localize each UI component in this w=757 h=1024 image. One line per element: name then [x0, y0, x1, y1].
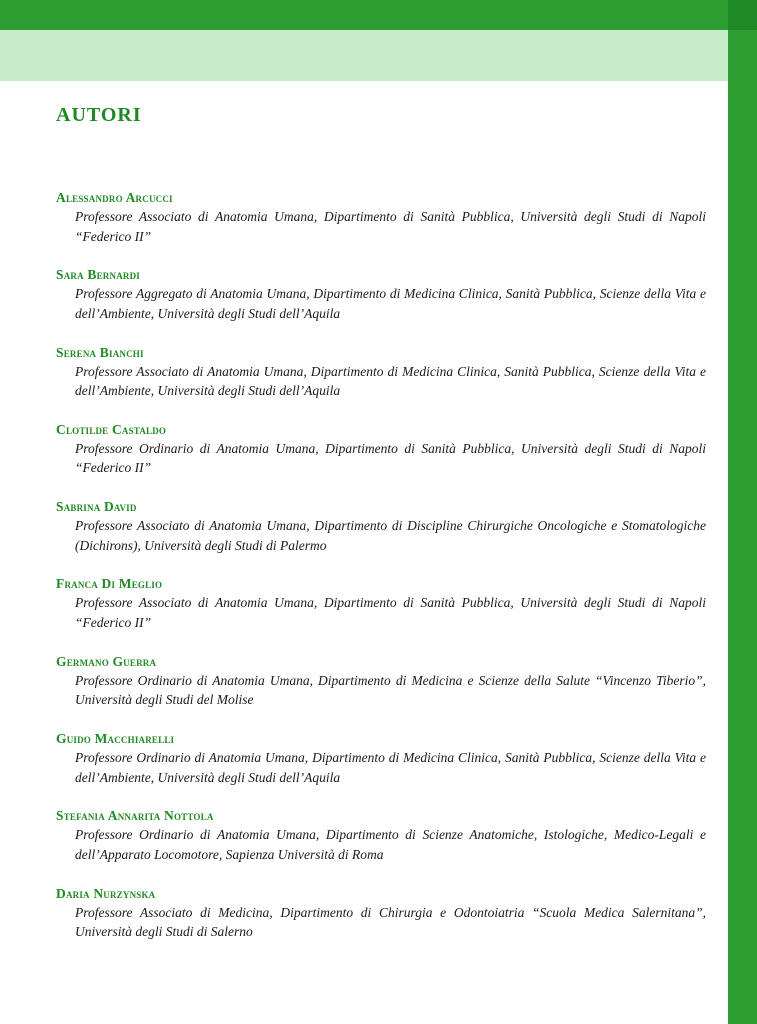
author-affiliation: Professore Aggregato di Anatomia Umana, Dipartimento di Medicina Clinica, Sanità Pubblica, Scienze della Vita e dell’Ambiente, Università degli Studi dell’Aquila [75, 286, 706, 321]
top-color-bar [0, 0, 757, 30]
author-entry [56, 265, 706, 342]
author-entry [56, 188, 706, 265]
author-affiliation: Professore Associato di Anatomia Umana, Dipartimento di Discipline Chirurgiche Oncologiche e Stomatologiche (Dichirons), Università degli Studi di Palermo [75, 518, 706, 553]
page-title: AUTORI [56, 104, 142, 126]
author-name: Sabrina David [56, 499, 137, 515]
author-entry [56, 343, 706, 420]
author-entry [56, 884, 706, 961]
author-name: Serena Bianchi [56, 344, 144, 360]
side-color-bar [728, 30, 757, 1024]
author-affiliation: Professore Ordinario di Anatomia Umana, Dipartimento di Scienze Anatomiche, Istologiche, Medico-Legali e dell’Apparato Locomotore, Sapienza Università di Roma [75, 827, 706, 862]
author-name: Daria Nurzynska [56, 885, 156, 901]
author-entry [56, 729, 706, 806]
author-name: Stefania Annarita Nottola [56, 808, 214, 824]
author-entry [56, 497, 706, 574]
author-list [56, 188, 706, 961]
author-affiliation: Professore Associato di Anatomia Umana, Dipartimento di Sanità Pubblica, Università degli Studi di Napoli “Federico II” [75, 595, 706, 630]
author-name: Clotilde Castaldo [56, 421, 167, 437]
author-affiliation: Professore Associato di Anatomia Umana, Dipartimento di Medicina Clinica, Sanità Pubblica, Scienze della Vita e dell’Ambiente, Università degli Studi dell’Aquila [75, 363, 706, 399]
author-name: Alessandro Arcucci [56, 190, 173, 205]
author-name: Germano Guerra [56, 653, 157, 669]
author-entry [56, 574, 706, 651]
author-name: Guido Macchiarelli [56, 731, 175, 747]
author-affiliation: Professore Associato di Anatomia Umana, Dipartimento di Sanità Pubblica, Università degli Studi di Napoli “Federico II” [75, 209, 706, 244]
author-entry [56, 806, 706, 883]
author-entry [56, 420, 706, 497]
author-affiliation: Professore Ordinario di Anatomia Umana, Dipartimento di Medicina Clinica, Sanità Pubblica, Scienze della Vita e dell’Ambiente, Università degli Studi dell’Aquila [75, 750, 706, 785]
author-name: Sara Bernardi [56, 267, 140, 283]
header-band [0, 30, 728, 81]
author-affiliation: Professore Ordinario di Anatomia Umana, Dipartimento di Sanità Pubblica, Università degli Studi di Napoli “Federico II” [75, 440, 706, 476]
author-entry [56, 652, 706, 729]
top-corner-block [728, 0, 757, 30]
author-name: Franca Di Meglio [56, 576, 163, 592]
author-affiliation: Professore Associato di Medicina, Dipartimento di Chirurgia e Odontoiatria “Scuola Medica Salernitana”, Università degli Studi di Salerno [75, 904, 706, 940]
author-affiliation: Professore Ordinario di Anatomia Umana, Dipartimento di Medicina e Scienze della Salute “Vincenzo Tiberio”, Università degli Studi del Molise [75, 672, 706, 708]
